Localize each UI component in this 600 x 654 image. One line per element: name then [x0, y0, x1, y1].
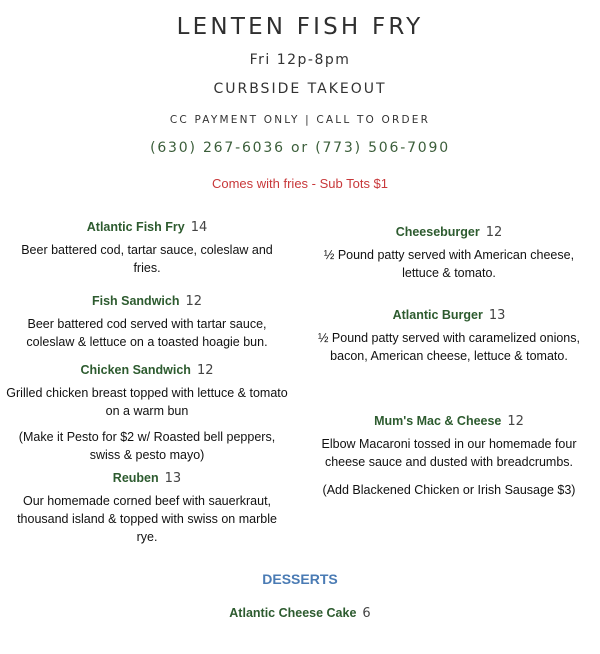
menu-item-price: 12 — [485, 225, 503, 240]
menu-item-price: 13 — [164, 471, 182, 486]
menu-title: LENTEN FISH FRY — [176, 14, 424, 40]
menu-item-price: 12 — [185, 294, 203, 309]
menu-item — [306, 225, 592, 282]
menu-item-note: (Add Blackened Chicken or Irish Sausage $3) — [322, 483, 576, 497]
payment-text: CC PAYMENT ONLY | CALL TO ORDER — [169, 114, 431, 126]
menu-item-name: Atlantic Fish Fry — [86, 220, 185, 234]
dessert-item-name: Atlantic Cheese Cake — [229, 606, 357, 620]
menu-item-name: Fish Sandwich — [91, 294, 180, 308]
menu-item-price: 12 — [507, 414, 524, 429]
menu-item-header — [6, 471, 288, 486]
menu-item-name: Mum's Mac & Cheese — [374, 414, 502, 428]
fries-note: Comes with fries - Sub Tots $1 — [211, 176, 389, 191]
takeout-text: CURBSIDE TAKEOUT — [213, 81, 387, 97]
menu-item-description: ½ Pound patty served with American cheese, lettuce & tomato. — [323, 248, 575, 280]
menu-item-note: (Make it Pesto for $2 w/ Roasted bell peppers, swiss & pesto mayo) — [18, 430, 276, 462]
menu-item — [6, 471, 288, 546]
menu-item-header — [6, 363, 288, 378]
menu-item-price: 12 — [196, 363, 214, 378]
hours-text: Fri 12p-8pm — [249, 52, 351, 68]
menu-item-name: Reuben — [112, 471, 159, 485]
menu-item — [306, 414, 592, 499]
menu-item-description: Our homemade corned beef with sauerkraut, thousand island & topped with swiss on marble rye. — [17, 494, 277, 544]
menu-column-left — [6, 220, 288, 550]
menu-item-name: Chicken Sandwich — [80, 363, 191, 377]
menu-item — [6, 220, 288, 277]
dessert-item-price: 6 — [362, 606, 371, 621]
menu-item-header — [6, 294, 288, 309]
menu-item-price: 14 — [190, 220, 208, 235]
menu-item-price: 13 — [488, 308, 506, 323]
menu-item-description: Beer battered cod served with tartar sauce, coleslaw & lettuce on a toasted hoagie bun. — [26, 317, 268, 349]
menu-item-header — [6, 220, 288, 235]
menu-item-header — [306, 414, 592, 429]
menu-item-description: Grilled chicken breast topped with lettuce & tomato on a warm bun — [6, 386, 288, 418]
menu-column-right — [306, 225, 592, 545]
menu-item — [6, 294, 288, 351]
phone-numbers: (630) 267-6036 or (773) 506-7090 — [150, 140, 450, 156]
menu-item-header — [306, 308, 592, 323]
menu-item-description: Elbow Macaroni tossed in our homemade four cheese sauce and dusted with breadcrumbs. — [321, 437, 577, 469]
menu-item — [306, 308, 592, 365]
menu-item-name: Cheeseburger — [395, 225, 480, 239]
dessert-item — [0, 606, 600, 621]
menu-item-name: Atlantic Burger — [392, 308, 483, 322]
menu-item-header — [306, 225, 592, 240]
menu-item — [6, 363, 288, 464]
desserts-heading: DESSERTS — [262, 571, 338, 587]
menu-item-description: Beer battered cod, tartar sauce, coleslaw and fries. — [21, 243, 273, 275]
menu-item-description: ½ Pound patty served with caramelized onions, bacon, American cheese, lettuce & tomato. — [318, 331, 580, 363]
